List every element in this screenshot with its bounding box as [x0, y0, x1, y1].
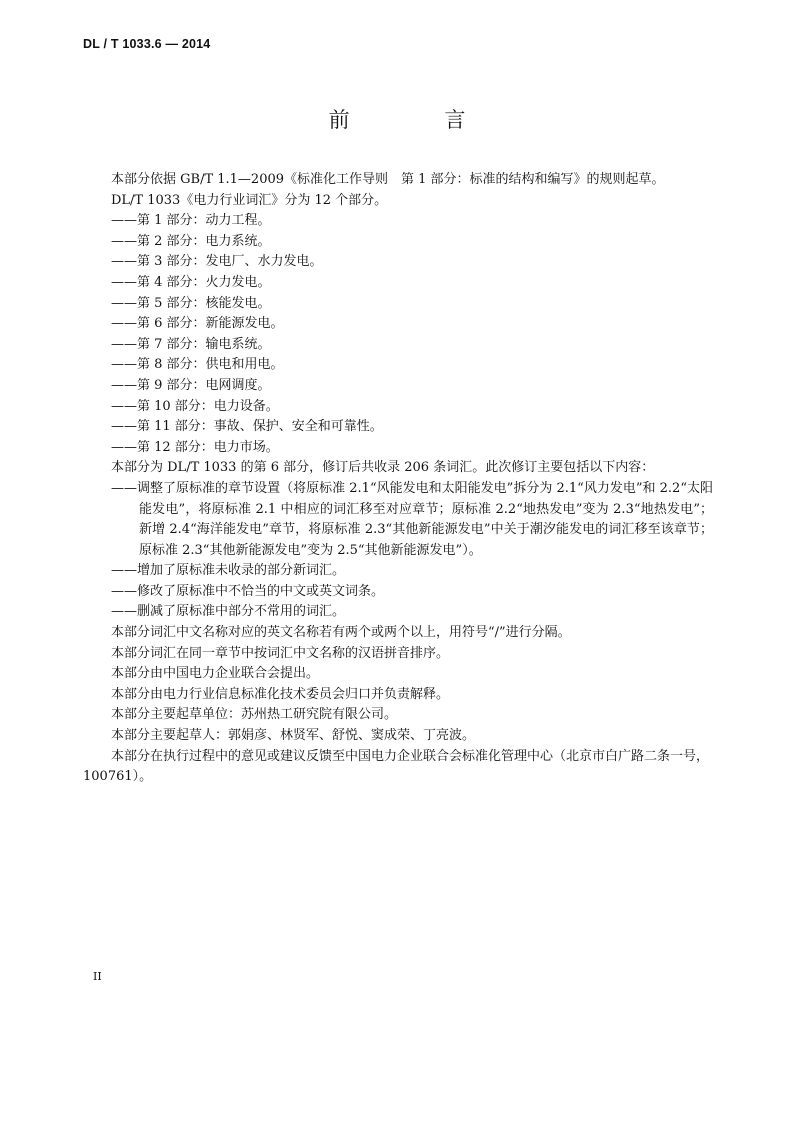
foreword-body [83, 170, 713, 788]
intro-paragraph: DL/T 1033《电力行业词汇》分为 12 个部分。 [111, 192, 388, 208]
closing-paragraph: 本部分词汇在同一章节中按词汇中文名称的汉语拼音排序。 [111, 645, 450, 661]
part-list-item: ——第 2 部分：电力系统。 [111, 233, 271, 249]
part-list-item: ——第 5 部分：核能发电。 [111, 295, 271, 311]
part-list-item: ——第 4 部分：火力发电。 [111, 274, 271, 290]
closing-paragraph: 本部分词汇中文名称对应的英文名称若有两个或两个以上，用符号“/”进行分隔。 [111, 625, 571, 641]
part-list-item: ——第 8 部分：供电和用电。 [111, 357, 284, 373]
part-list-item: ——第 7 部分：输电系统。 [111, 336, 271, 352]
closing-paragraph: 本部分主要起草人：郭娟彦、林贤军、舒悦、窦成荣、丁亮波。 [111, 728, 476, 744]
part-list-item: ——第 11 部分：事故、保护、安全和可靠性。 [111, 419, 383, 435]
closing-paragraph: 本部分在执行过程中的意见或建议反馈至中国电力企业联合会标准化管理中心（北京市白广路二条一号，100761）。 [83, 748, 710, 785]
page-number: II [93, 970, 102, 983]
part-list-item: ——第 10 部分：电力设备。 [111, 398, 279, 414]
part-list-item: ——第 12 部分：电力市场。 [111, 439, 279, 455]
part-list-item: ——第 1 部分：动力工程。 [111, 213, 271, 229]
revision-list-item: ——删减了原标准中部分不常用的词汇。 [111, 604, 346, 620]
part-list-item: ——第 9 部分：电网调度。 [111, 377, 271, 393]
part-list-item: ——第 6 部分：新能源发电。 [111, 316, 284, 332]
revision-list-item: ——调整了原标准的章节设置（将原标准 2.1“风能发电和太阳能发电”拆分为 2.1“风力发电”和 2.2“太阳能发电”，将原标准 2.1 中相应的词汇移至对应章节；原标准 2.2“地热发电”变为 2.3“地热发电”；新增 2.4“海洋能发电”章节，将原标准 2.3“其他新能源发电”中关于潮汐能发电的词汇移至该章节；原标准 2.3“其他新能源发电”变为 2.5“其他新能源发电”）。 [111, 480, 713, 558]
revision-list-item: ——增加了原标准未收录的部分新词汇。 [111, 563, 346, 579]
page-title: 前 言 [328, 108, 510, 132]
revision-list-item: ——修改了原标准中不恰当的中文或英文词条。 [111, 583, 385, 599]
part-list-item: ——第 3 部分：发电厂、水力发电。 [111, 254, 323, 270]
revision-intro-paragraph: 本部分为 DL/T 1033 的第 6 部分，修订后共收录 206 条词汇。此次修订主要包括以下内容： [111, 460, 655, 476]
document-code-header: DL / T 1033.6 — 2014 [83, 37, 211, 51]
intro-paragraph: 本部分依据 GB/T 1.1—2009《标准化工作导则 第 1 部分：标准的结构和编写》的规则起草。 [111, 172, 665, 187]
closing-paragraph: 本部分由中国电力企业联合会提出。 [111, 666, 320, 682]
closing-paragraph: 本部分主要起草单位：苏州热工研究院有限公司。 [111, 707, 398, 723]
closing-paragraph: 本部分由电力行业信息标准化技术委员会归口并负责解释。 [111, 686, 450, 702]
